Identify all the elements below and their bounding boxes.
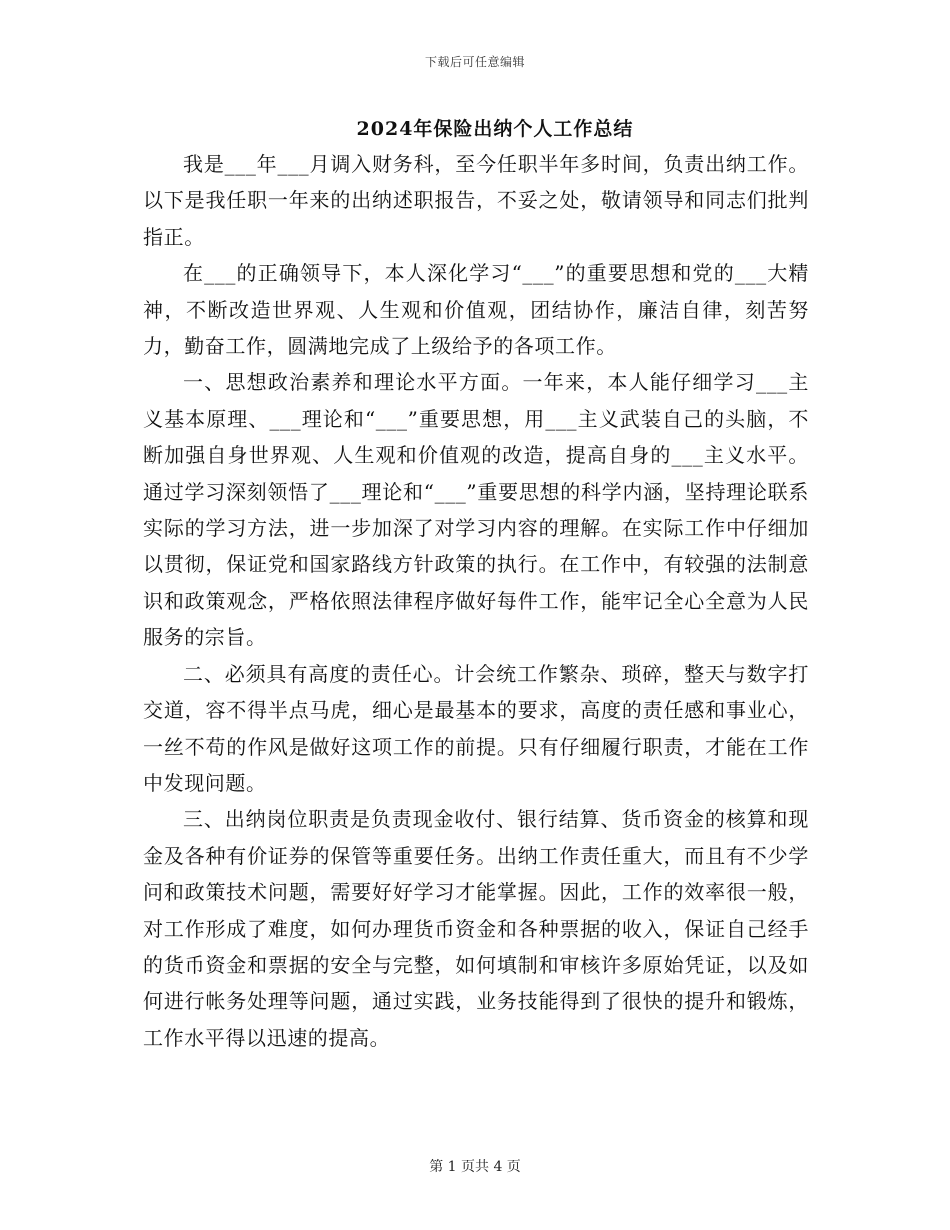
paragraph: 一、思想政治素养和理论水平方面。一年来，本人能仔细学习___主义基本原理、___理论和“___”重要思想，用___主义武装自己的头脑，不断加强自身世界观、人生观和价值观的改造，提高自身的___主义水平。通过学习深刻领悟了___理论和“___”重要思想的科学内涵，坚持理论联系实际的学习方法，进一步加深了对学习内容的理解。在实际工作中仔细加以贯彻，保证党和国家路线方针政策的执行。在工作中，有较强的法制意识和政策观念，严格依照法律程序做好每件工作，能牢记全心全意为人民服务的宗旨。 xyxy=(143,370,809,650)
header-note: 下载后可任意编辑 xyxy=(424,55,525,69)
page-number-footer: 第 1 页共 4 页 xyxy=(429,1159,521,1175)
paragraph: 在___的正确领导下，本人深化学习“___”的重要思想和党的___大精神，不断改造世界观、人生观和价值观，团结协作，廉洁自律，刻苦努力，勤奋工作，圆满地完成了上级给予的各项工作。 xyxy=(143,261,809,359)
paragraph: 二、必须具有高度的责任心。计会统工作繁杂、琐碎，整天与数字打交道，容不得半点马虎，细心是最基本的要求，高度的责任感和事业心，一丝不苟的作风是做好这项工作的前提。只有仔细履行职责，才能在工作中发现问题。 xyxy=(143,661,809,795)
paragraph: 三、出纳岗位职责是负责现金收付、银行结算、货币资金的核算和现金及各种有价证券的保管等重要任务。出纳工作责任重大，而且有不少学问和政策技术问题，需要好好学习才能掌握。因此，工作的效率很一般，对工作形成了难度，如何办理货币资金和各种票据的收入，保证自己经手的货币资金和票据的安全与完整，如何填制和审核许多原始凭证，以及如何进行帐务处理等问题，通过实践，业务技能得到了很快的提升和锻炼，工作水平得以迅速的提高。 xyxy=(143,807,809,1050)
document-body xyxy=(143,146,809,1056)
document-title: 2024年保险出纳个人工作总结 xyxy=(356,118,634,140)
paragraph: 我是___年___月调入财务科，至今任职半年多时间，负责出纳工作。以下是我任职一年来的出纳述职报告，不妥之处，敬请领导和同志们批判指正。 xyxy=(143,152,809,249)
